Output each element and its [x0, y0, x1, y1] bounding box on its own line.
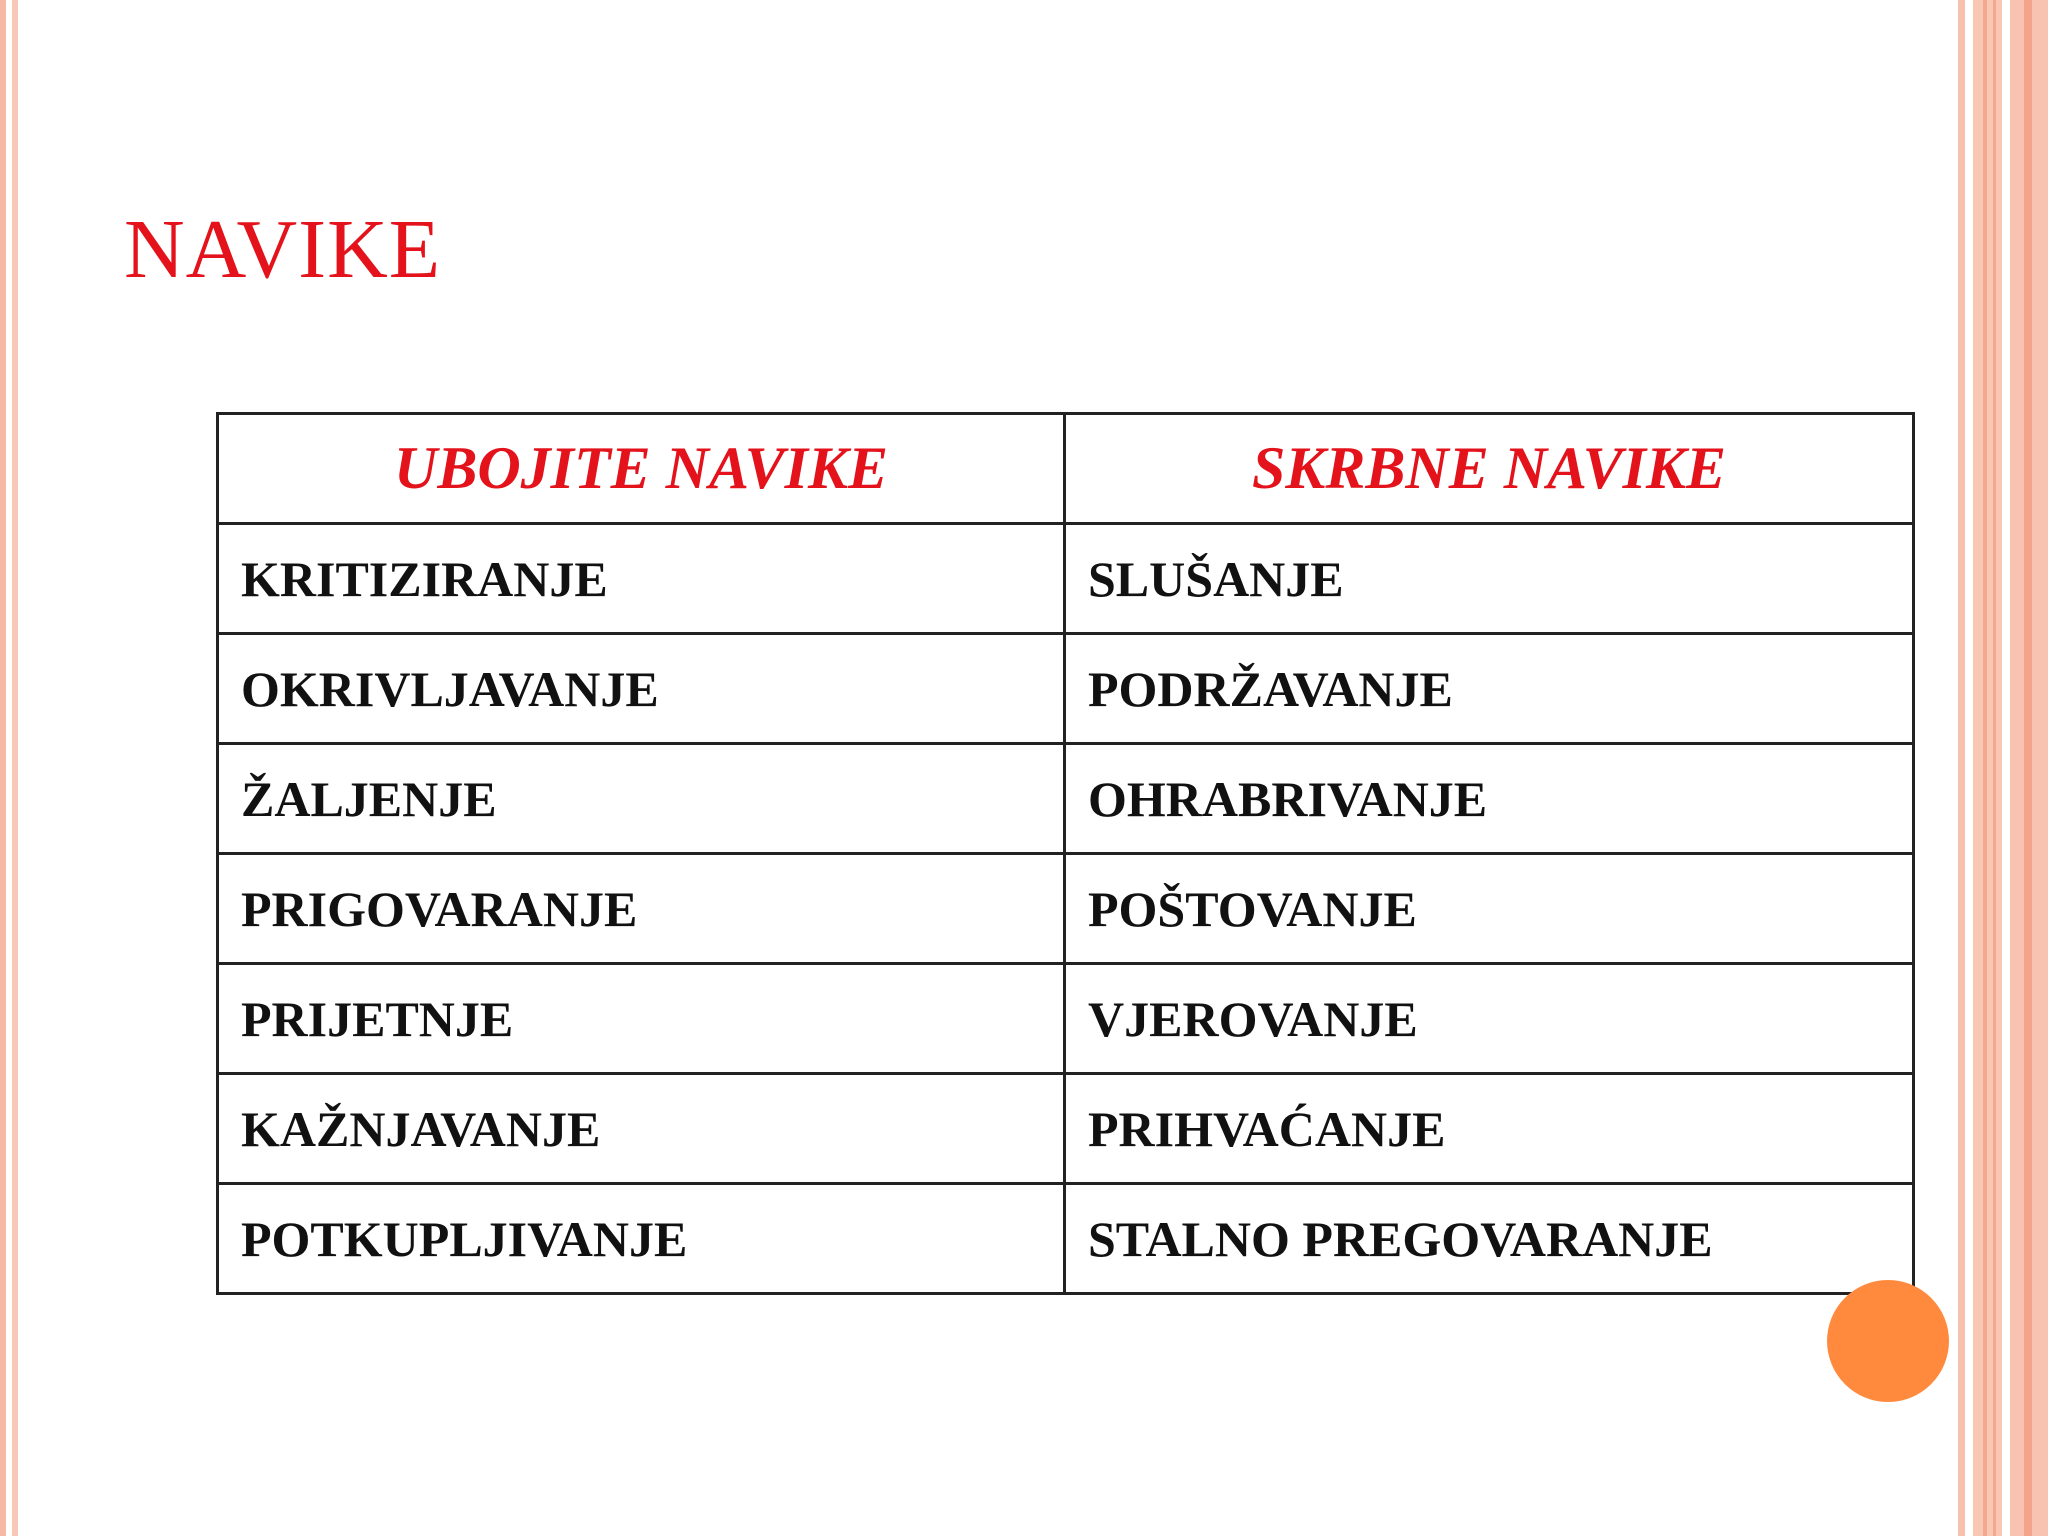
table-row: [218, 854, 1914, 964]
slide-frame-right-stripe: [1993, 0, 1996, 1536]
table-cell-killing-habit: KRITIZIRANJE: [218, 524, 1065, 634]
table-cell-killing-habit: ŽALJENJE: [218, 744, 1065, 854]
header-caring-habits: SKRBNE NAVIKE: [1065, 414, 1914, 524]
table-cell-killing-habit: OKRIVLJAVANJE: [218, 634, 1065, 744]
slide-frame-right-stripe: [1983, 0, 1987, 1536]
table-cell-killing-habit: POTKUPLJIVANJE: [218, 1184, 1065, 1294]
table-cell-caring-habit: OHRABRIVANJE: [1065, 744, 1914, 854]
table-cell-killing-habit: PRIJETNJE: [218, 964, 1065, 1074]
accent-circle-decoration: [1827, 1280, 1949, 1402]
table-header-row: [218, 414, 1914, 524]
slide-frame-left-outer: [0, 0, 6, 1536]
table-row: [218, 1184, 1914, 1294]
table-row: [218, 964, 1914, 1074]
slide-frame-left-inner: [12, 0, 18, 1536]
table-cell-caring-habit: SLUŠANJE: [1065, 524, 1914, 634]
slide-title: NAVIKE: [124, 203, 442, 296]
table-row: [218, 744, 1914, 854]
habits-table: [216, 412, 1915, 1295]
table-row: [218, 524, 1914, 634]
table-body: [218, 524, 1914, 1294]
table-cell-caring-habit: PRIHVAĆANJE: [1065, 1074, 1914, 1184]
table-cell-caring-habit: VJEROVANJE: [1065, 964, 1914, 1074]
header-killing-habits: UBOJITE NAVIKE: [218, 414, 1065, 524]
table-row: [218, 1074, 1914, 1184]
table-header: [218, 414, 1914, 524]
table-cell-caring-habit: PODRŽAVANJE: [1065, 634, 1914, 744]
table-row: [218, 634, 1914, 744]
slide-frame-right-band: [1973, 0, 2002, 1536]
table-cell-caring-habit: POŠTOVANJE: [1065, 854, 1914, 964]
table-cell-killing-habit: KAŽNJAVANJE: [218, 1074, 1065, 1184]
table-cell-caring-habit: STALNO PREGOVARANJE: [1065, 1184, 1914, 1294]
slide-frame-right-inner: [1958, 0, 1965, 1536]
table-cell-killing-habit: PRIGOVARANJE: [218, 854, 1065, 964]
slide-frame-right-outer-stripe: [2024, 0, 2032, 1536]
